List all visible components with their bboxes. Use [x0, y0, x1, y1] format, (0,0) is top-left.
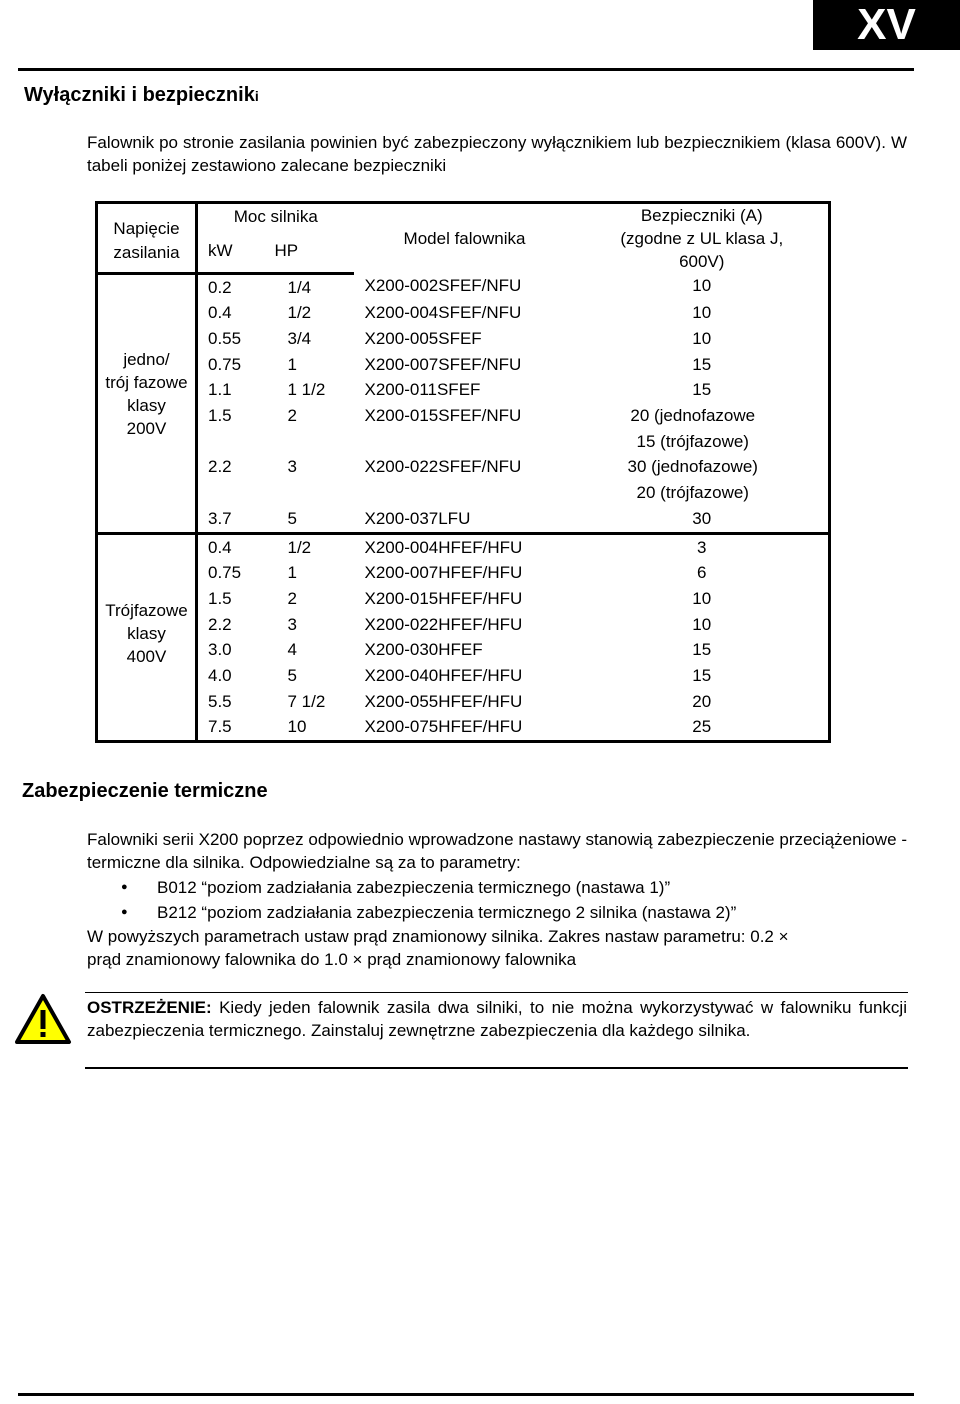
- cell-hp: 1/4: [287, 277, 312, 297]
- cell-model: X200-004SFEF/NFU: [364, 303, 522, 323]
- cell-fuse: 15: [576, 637, 830, 663]
- thermal-intro: Falowniki serii X200 poprzez odpowiednio wprowadzone nastawy stanowią zabezpieczenie przeciążeniowe - termiczne dla silnika. Odpowiedzialne są za to parametry:: [87, 830, 907, 872]
- cell-hp: 4: [287, 640, 297, 660]
- table-row: [97, 403, 830, 454]
- header-kw: kW: [197, 238, 255, 273]
- cell-model: X200-075HFEF/HFU: [354, 714, 576, 741]
- table-row: [97, 560, 830, 586]
- section-title-breakers: Wyłączniki i bezpieczniki: [24, 84, 259, 106]
- cell-hp: 1/2: [287, 537, 312, 557]
- header-rule: [18, 68, 914, 71]
- cell-fuse: 20: [576, 689, 830, 715]
- bullet-b012: ● B012 “poziom zadziałania zabezpieczenia termicznego (nastawa 1)”: [87, 875, 907, 900]
- cell-fuse: 20 (jednofazowe 15 (trójfazowe): [576, 403, 830, 454]
- header-hp: HP: [255, 238, 354, 273]
- cell-fuse: 15: [576, 663, 830, 689]
- cell-kw: 0.4: [197, 533, 255, 560]
- cell-fuse: 10: [576, 273, 830, 300]
- warning-body: Kiedy jeden falownik zasila dwa silniki, to nie można wykorzystywać w falowniku funkcji zabezpieczenia termicznego. Zainstaluj zewnętrzne zabezpieczenia dla każdego silnika.: [87, 998, 907, 1040]
- cell-model: X200-037LFU: [354, 506, 576, 533]
- warning-text: [87, 996, 907, 1042]
- table-row: [97, 326, 830, 352]
- cell-model: X200-022HFEF/HFU: [364, 614, 523, 634]
- header-model: Model falownika: [354, 203, 576, 274]
- cell-kw: 2.2: [197, 612, 255, 638]
- table-row: [97, 506, 830, 533]
- table-row: [97, 533, 830, 560]
- group-400v-label: Trójfazowe klasy 400V: [97, 533, 197, 742]
- cell-fuse: 10: [576, 326, 830, 352]
- table-row: [97, 586, 830, 612]
- cell-hp: 3: [287, 614, 297, 634]
- cell-hp: 3/4: [287, 328, 312, 348]
- cell-hp: 5: [287, 666, 297, 686]
- cell-fuse: 15: [576, 352, 830, 378]
- header-fuses: Bezpieczniki (A) (zgodne z UL klasa J, 600V): [576, 203, 830, 274]
- table-row: [97, 300, 830, 326]
- thermal-bullets: [87, 875, 907, 925]
- cell-fuse: 30: [576, 506, 830, 533]
- cell-kw: 5.5: [197, 689, 255, 715]
- cell-hp: 2: [287, 406, 297, 426]
- cell-kw: 7.5: [197, 714, 255, 741]
- cell-kw: 1.5: [197, 586, 255, 612]
- cell-kw: 3.0: [197, 637, 255, 663]
- bullet-b212: ● B212 “poziom zadziałania zabezpieczenia termicznego 2 silnika (nastawa 2)”: [87, 900, 907, 925]
- thermal-after-1: W powyższych parametrach ustaw prąd znamionowy silnika. Zakres nastaw parametru: 0.2 ×: [87, 927, 789, 946]
- warning-triangle-icon: [14, 993, 72, 1045]
- footer-rule: [18, 1393, 914, 1396]
- cell-fuse: 3: [576, 533, 830, 560]
- group-200v-label: jedno/ trój fazowe klasy 200V: [97, 273, 197, 533]
- cell-model: X200-004HFEF/HFU: [364, 537, 523, 557]
- section-title-thermal: Zabezpieczenie termiczne: [22, 780, 268, 802]
- table-row: [97, 377, 830, 403]
- cell-kw: 0.4: [197, 300, 255, 326]
- cell-model: X200-040HFEF/HFU: [364, 666, 523, 686]
- intro-paragraph: Falownik po stronie zasilania powinien być zabezpieczony wyłącznikiem lub bezpiecznikiem (klasa 600V). W tabeli poniżej zestawiono zalecane bezpieczniki: [87, 133, 907, 175]
- cell-hp: 3: [287, 457, 297, 477]
- table-row: [97, 454, 830, 505]
- fuse-table: [95, 201, 831, 743]
- header-motor-power: Moc silnika: [197, 203, 354, 238]
- cell-model: X200-030HFEF: [364, 640, 483, 660]
- table-row: [97, 637, 830, 663]
- cell-fuse: 25: [576, 714, 830, 741]
- cell-fuse: 10: [576, 612, 830, 638]
- cell-kw: 0.75: [197, 560, 255, 586]
- cell-fuse: 10: [576, 586, 830, 612]
- cell-fuse: 15: [576, 377, 830, 403]
- table-row: [97, 352, 830, 378]
- cell-hp: 5: [255, 506, 354, 533]
- table-row: [97, 714, 830, 741]
- cell-model: X200-011SFEF: [364, 380, 481, 400]
- cell-hp: 1: [287, 563, 297, 583]
- table-row: [97, 273, 830, 300]
- header-supply-voltage: Napięcie zasilania: [97, 203, 197, 274]
- cell-fuse: 10: [576, 300, 830, 326]
- cell-kw: 0.75: [197, 352, 255, 378]
- cell-fuse: 30 (jednofazowe) 20 (trójfazowe): [576, 454, 830, 505]
- cell-hp: 1/2: [287, 303, 312, 323]
- cell-hp: 2: [287, 588, 297, 608]
- cell-model: X200-005SFEF: [364, 328, 482, 348]
- cell-model: X200-015SFEF/NFU: [364, 406, 522, 426]
- cell-kw: 0.55: [197, 326, 255, 352]
- cell-hp: 1 1/2: [287, 380, 326, 400]
- cell-model: X200-002SFEF/NFU: [364, 276, 522, 295]
- table-row: [97, 689, 830, 715]
- cell-kw: 1.1: [197, 377, 255, 403]
- cell-model: X200-055HFEF/HFU: [364, 691, 523, 711]
- cell-model: X200-015HFEF/HFU: [364, 588, 523, 608]
- table-row: [97, 663, 830, 689]
- cell-kw: 0.2: [197, 273, 255, 300]
- cell-model: X200-007HFEF/HFU: [364, 563, 523, 583]
- chapter-badge: XV: [813, 0, 960, 50]
- cell-model: X200-007SFEF/NFU: [364, 354, 522, 374]
- cell-kw: 4.0: [197, 663, 255, 689]
- cell-kw: 2.2: [197, 454, 255, 505]
- cell-hp: 1: [287, 354, 297, 374]
- cell-kw: 3.7: [197, 506, 255, 533]
- thermal-after-2: prąd znamionowy falownika do 1.0 × prąd znamionowy falownika: [87, 950, 577, 969]
- cell-model: X200-022SFEF/NFU: [364, 457, 522, 477]
- cell-hp: 10: [255, 714, 354, 741]
- table-row: [97, 612, 830, 638]
- cell-kw: 1.5: [197, 403, 255, 454]
- cell-hp: 7 1/2: [287, 691, 326, 711]
- cell-fuse: 6: [576, 560, 830, 586]
- warning-label: OSTRZEŻENIE:: [87, 998, 212, 1017]
